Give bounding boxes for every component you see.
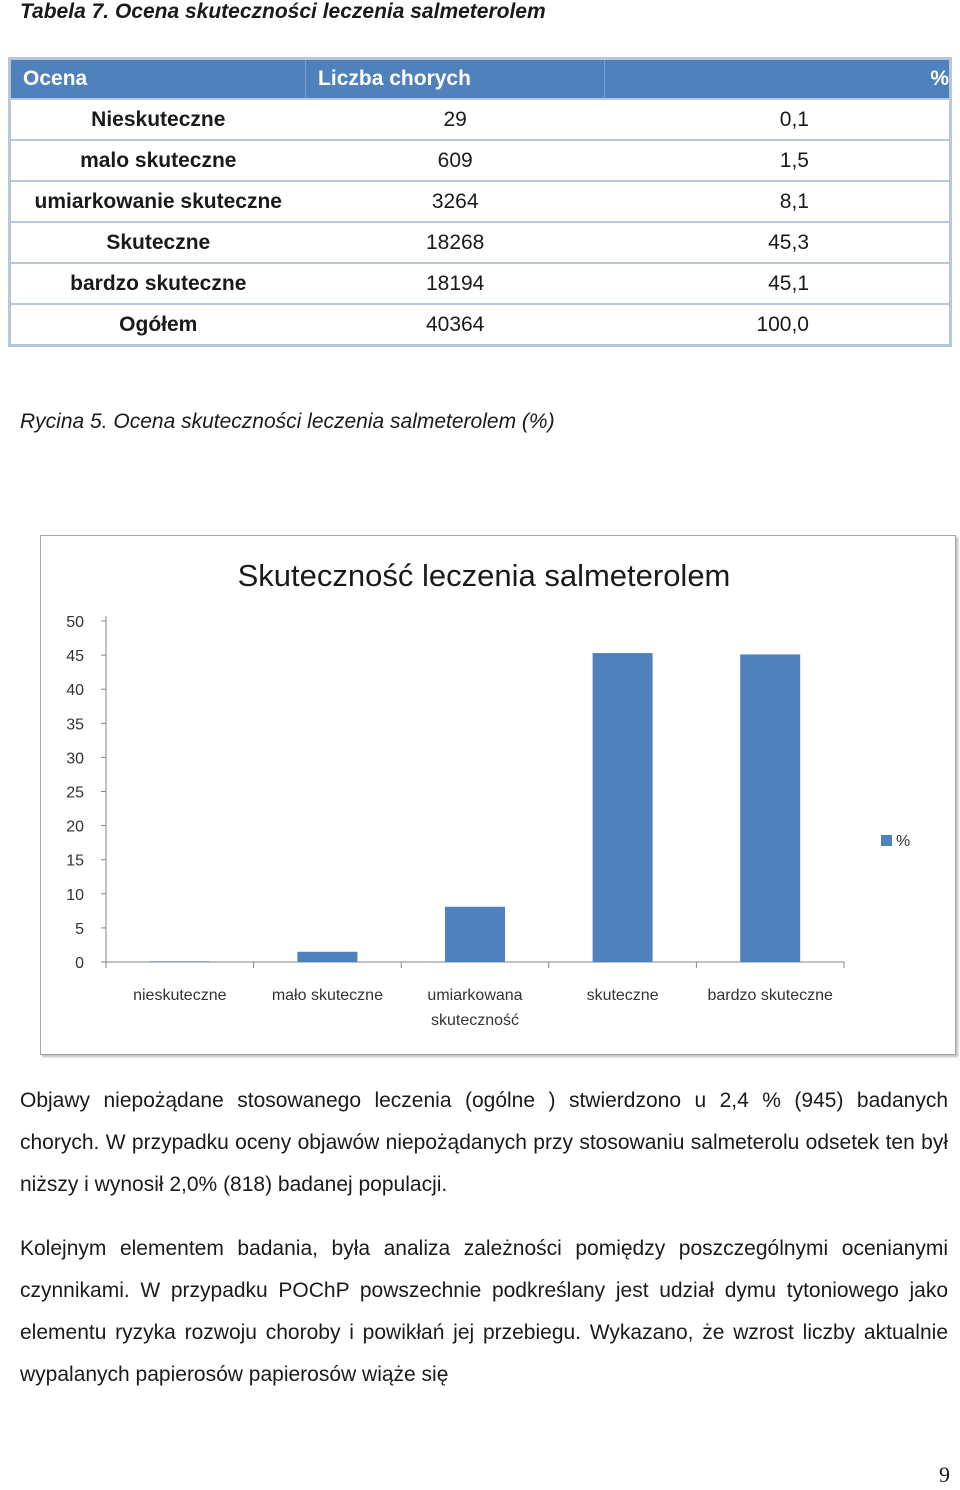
table-caption-label: Tabela 7. xyxy=(20,0,110,23)
row-percent: 0,1 xyxy=(605,99,951,140)
x-category-label: skuteczność xyxy=(430,1012,520,1029)
total-count: 40364 xyxy=(306,304,605,346)
row-count: 18268 xyxy=(306,222,605,263)
row-count: 29 xyxy=(306,99,605,140)
x-category-label: skuteczne xyxy=(586,987,659,1004)
table-caption-text: Ocena skuteczności leczenia salmeterolem xyxy=(114,0,546,23)
bar xyxy=(740,654,800,962)
y-tick-label: 30 xyxy=(66,750,84,768)
bar-chart xyxy=(40,535,956,1055)
x-category-label: mało skuteczne xyxy=(271,987,383,1004)
chart-title: Skuteczność leczenia salmeterolem xyxy=(237,558,731,593)
y-tick-label: 10 xyxy=(66,886,84,904)
total-percent: 100,0 xyxy=(605,304,951,346)
table-header-row xyxy=(10,59,951,100)
bar xyxy=(150,961,210,962)
paragraph-correlation: Kolejnym elementem badania, była analiza zależności pomiędzy poszczególnymi ocenianymi czynnikami. W przypadku POChP powszechnie podkreślany jest udział dymu tytoniowego jako elementu ryzyka rozwoju choroby i powikłań jej przebiegu. Wykazano, że wzrost liczby aktualnie wypalanych papierosów papierosów wiąże się xyxy=(20,1237,948,1386)
header-percent: % xyxy=(605,59,951,100)
y-tick-label: 20 xyxy=(66,818,84,836)
header-liczba-chorych: Liczba chorych xyxy=(306,59,605,100)
legend-swatch xyxy=(881,835,892,846)
total-label: Ogółem xyxy=(10,304,306,346)
table-row xyxy=(10,181,951,222)
y-tick-label: 0 xyxy=(75,955,84,972)
row-count: 18194 xyxy=(306,263,605,304)
row-label: Nieskuteczne xyxy=(10,99,306,140)
table-row xyxy=(10,222,951,263)
table-row xyxy=(10,99,951,140)
row-label: Skuteczne xyxy=(10,222,306,263)
bar xyxy=(445,907,505,962)
table-row xyxy=(10,263,951,304)
figure-caption-text: Ocena skuteczności leczenia salmeterolem (%) xyxy=(113,410,555,433)
x-category-label: nieskuteczne xyxy=(133,987,227,1004)
y-tick-label: 50 xyxy=(66,614,84,631)
row-count: 609 xyxy=(306,140,605,181)
row-percent: 8,1 xyxy=(605,181,951,222)
header-ocena: Ocena xyxy=(10,59,306,100)
row-label: bardzo skuteczne xyxy=(10,263,306,304)
table-row xyxy=(10,140,951,181)
legend-label: % xyxy=(896,833,911,850)
row-label: umiarkowanie skuteczne xyxy=(10,181,306,222)
table-caption xyxy=(20,0,546,24)
bar xyxy=(593,653,653,962)
results-table xyxy=(8,57,952,347)
figure-caption-label: Rycina 5. xyxy=(20,410,108,433)
row-label: malo skuteczne xyxy=(10,140,306,181)
y-tick-label: 15 xyxy=(66,852,84,870)
x-category-label: bardzo skuteczne xyxy=(707,987,833,1004)
row-percent: 45,1 xyxy=(605,263,951,304)
y-tick-label: 25 xyxy=(66,784,84,802)
y-tick-label: 5 xyxy=(75,920,84,938)
y-tick-label: 35 xyxy=(66,716,84,734)
bar xyxy=(297,952,357,962)
x-category-label: umiarkowana xyxy=(427,987,523,1004)
chart-canvas xyxy=(41,536,955,1054)
row-percent: 1,5 xyxy=(605,140,951,181)
paragraph-side-effects: Objawy niepożądane stosowanego leczenia (ogólne ) stwierdzono u 2,4 % (945) badanych chorych. W przypadku oceny objawów niepożądanych przy stosowaniu salmeterolu odsetek ten był niższy i wynosił 2,0% (818) badanej populacji. xyxy=(20,1089,948,1196)
row-percent: 45,3 xyxy=(605,222,951,263)
row-count: 3264 xyxy=(306,181,605,222)
figure-caption xyxy=(20,410,555,434)
page-number: 9 xyxy=(939,1462,950,1487)
y-tick-label: 40 xyxy=(66,682,84,700)
table-total-row xyxy=(10,304,951,346)
y-tick-label: 45 xyxy=(66,648,84,666)
